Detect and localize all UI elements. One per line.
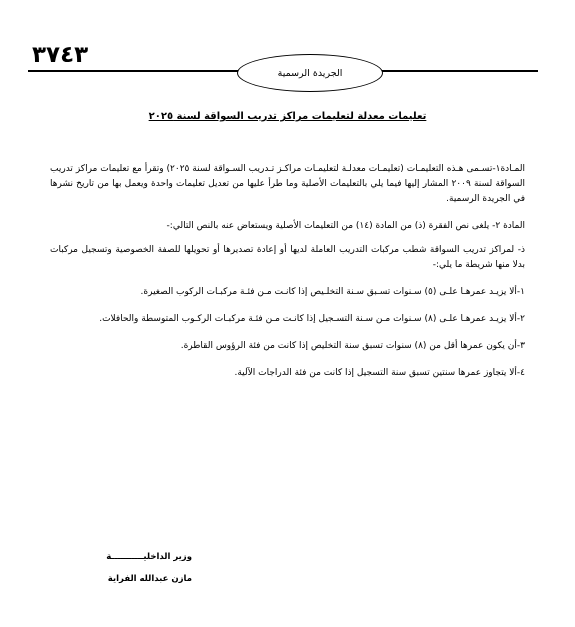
condition-1: ١-ألا يزيـد عمرهـا علـى (٥) سـنوات تسـبق سـنة التخلـيص إذا كانـت مـن فئـة مركبـات الركوب الصغيرة. [140, 287, 525, 297]
gazette-label: الجريدة الرسمية [277, 67, 343, 79]
condition-4: ٤-ألا يتجاوز عمرها سنتين تسبق سنة التسجيل إذا كانت من فئة الدراجات الآلية. [234, 368, 525, 378]
signature-block [72, 546, 192, 590]
signatory-role: وزير الداخليـــــــــــة [106, 552, 192, 562]
condition-3: ٣-أن يكون عمرها أقل من (٨) سنوات تسبق سنة التخليص إذا كانت من فئة الرؤوس القاطرة. [180, 341, 525, 351]
document-title: تعليمات معدلة لتعليمات مراكز تدريب السواقة لسنة ٢٠٢٥ [148, 111, 427, 122]
clause-dh: ذ- لمراكز تدريب السواقة شطب مركبات التدريب العاملة لديها أو إعادة تصديرها أو تحويلها للصفة الخصوصية وتسجيل مركبات بدلا منها شريطة ما يلي:- [50, 245, 525, 270]
condition-2: ٢-ألا يزيـد عمرهـا علـى (٨) سـنوات مـن سـنة التسـجيل إذا كانـت مـن فئـة مركبـات الركـوب المتوسطة والحافلات. [99, 314, 525, 324]
signatory-name: مازن عبدالله الفراية [107, 574, 192, 584]
document-body [50, 162, 525, 393]
page-number: ٣٧٤٣ [32, 42, 89, 68]
article-1: المـادة١-تسـمى هـذه التعليمـات (تعليمـات معدلـة لتعليمـات مراكـز تـدريب السـواقة لسنة ٢٠٢٥) وتقرأ مع تعليمات مراكز تدريب السواقة لسنة ٢٠٠٩ المشار إليها فيما يلي بالتعليمات الأصلية وما طرأ عليها من تعديل تعليمات واحدة ويعمل بها من تاريخ نشرها في الجريدة الرسمية. [50, 164, 525, 204]
gazette-label-oval [237, 54, 383, 92]
article-2: المادة ٢- يلغى نص الفقرة (ذ) من المادة (١٤) من التعليمات الأصلية ويستعاض عنه بالنص التالي:- [166, 221, 525, 231]
